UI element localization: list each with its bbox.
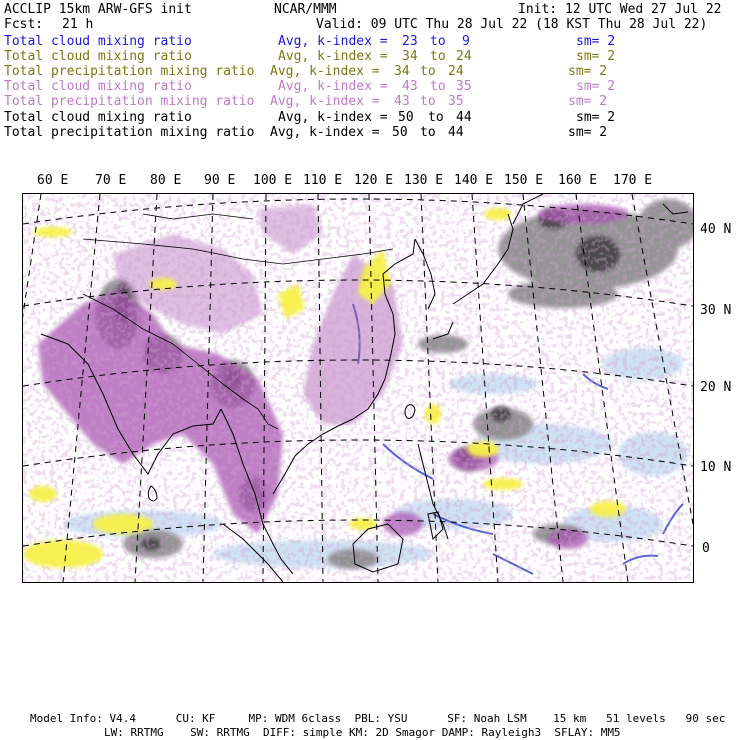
lon-label: 170 E	[613, 173, 653, 188]
forecast-map	[23, 194, 693, 582]
field-avg: Avg, k-index =	[270, 125, 380, 140]
field-k1: 23	[402, 34, 418, 49]
field-sm: sm= 2	[568, 94, 608, 109]
field-k1: 34	[394, 64, 410, 79]
fcst-value: 21 h	[62, 17, 94, 32]
field-to: to	[430, 49, 446, 64]
field-name: Total cloud mixing ratio	[4, 34, 192, 49]
field-to: to	[430, 34, 446, 49]
field-to: to	[420, 94, 436, 109]
field-to: to	[430, 79, 446, 94]
field-avg: Avg, k-index =	[270, 94, 380, 109]
model-info-line1: Model Info: V4.4 CU: KF MP: WDM 6class PBL: YSU SF: Noah LSM 15 km 51 levels 90 sec	[30, 712, 726, 725]
field-sm: sm= 2	[568, 64, 608, 79]
field-to: to	[420, 64, 436, 79]
lon-label: 90 E	[204, 173, 236, 188]
lat-label: 10 N	[700, 460, 732, 475]
lat-label: 0	[702, 541, 710, 556]
field-k1: 34	[402, 49, 418, 64]
field-name: Total precipitation mixing ratio	[4, 125, 255, 140]
lon-label: 80 E	[150, 173, 182, 188]
valid-time: Valid: 09 UTC Thu 28 Jul 22 (18 KST Thu 28 Jul 22)	[316, 17, 708, 32]
field-k2: 9	[462, 34, 470, 49]
field-sm: sm= 2	[576, 34, 616, 49]
lon-label: 150 E	[504, 173, 544, 188]
init-time: Init: 12 UTC Wed 27 Jul 22	[518, 2, 722, 17]
field-avg: Avg, k-index =	[278, 79, 388, 94]
field-k2: 35	[456, 79, 472, 94]
field-k1: 50	[392, 125, 408, 140]
field-sm: sm= 2	[576, 110, 616, 125]
field-k1: 43	[402, 79, 418, 94]
field-sm: sm= 2	[576, 79, 616, 94]
field-avg: Avg, k-index =	[278, 49, 388, 64]
lon-label: 160 E	[558, 173, 598, 188]
fcst-label: Fcst:	[4, 17, 44, 32]
field-name: Total cloud mixing ratio	[4, 79, 192, 94]
field-name: Total cloud mixing ratio	[4, 110, 192, 125]
field-k2: 24	[456, 49, 472, 64]
field-avg: Avg, k-index =	[278, 34, 388, 49]
center-label: NCAR/MMM	[274, 2, 337, 17]
model-title: ACCLIP 15km ARW-GFS init	[4, 2, 192, 17]
lon-label: 100 E	[253, 173, 293, 188]
field-k1: 50	[398, 110, 414, 125]
field-avg: Avg, k-index =	[270, 64, 380, 79]
lon-label: 130 E	[404, 173, 444, 188]
lat-label: 20 N	[700, 380, 732, 395]
model-info-line2: LW: RRTMG SW: RRTMG DIFF: simple KM: 2D Smagor DAMP: Rayleigh3 SFLAY: MM5	[104, 726, 621, 739]
lon-label: 110 E	[303, 173, 343, 188]
field-name: Total precipitation mixing ratio	[4, 64, 255, 79]
field-to: to	[420, 125, 436, 140]
field-k1: 43	[394, 94, 410, 109]
field-to: to	[428, 110, 444, 125]
field-name: Total precipitation mixing ratio	[4, 94, 255, 109]
field-avg: Avg, k-index =	[278, 110, 388, 125]
field-k2: 24	[448, 64, 464, 79]
field-k2: 44	[456, 110, 472, 125]
field-k2: 44	[448, 125, 464, 140]
lat-label: 40 N	[700, 222, 732, 237]
field-sm: sm= 2	[576, 49, 616, 64]
map-panel	[22, 193, 694, 583]
lon-label: 70 E	[95, 173, 127, 188]
field-name: Total cloud mixing ratio	[4, 49, 192, 64]
field-sm: sm= 2	[568, 125, 608, 140]
lat-label: 30 N	[700, 303, 732, 318]
lon-label: 120 E	[354, 173, 394, 188]
lon-label: 140 E	[454, 173, 494, 188]
lon-label: 60 E	[37, 173, 69, 188]
field-k2: 35	[448, 94, 464, 109]
